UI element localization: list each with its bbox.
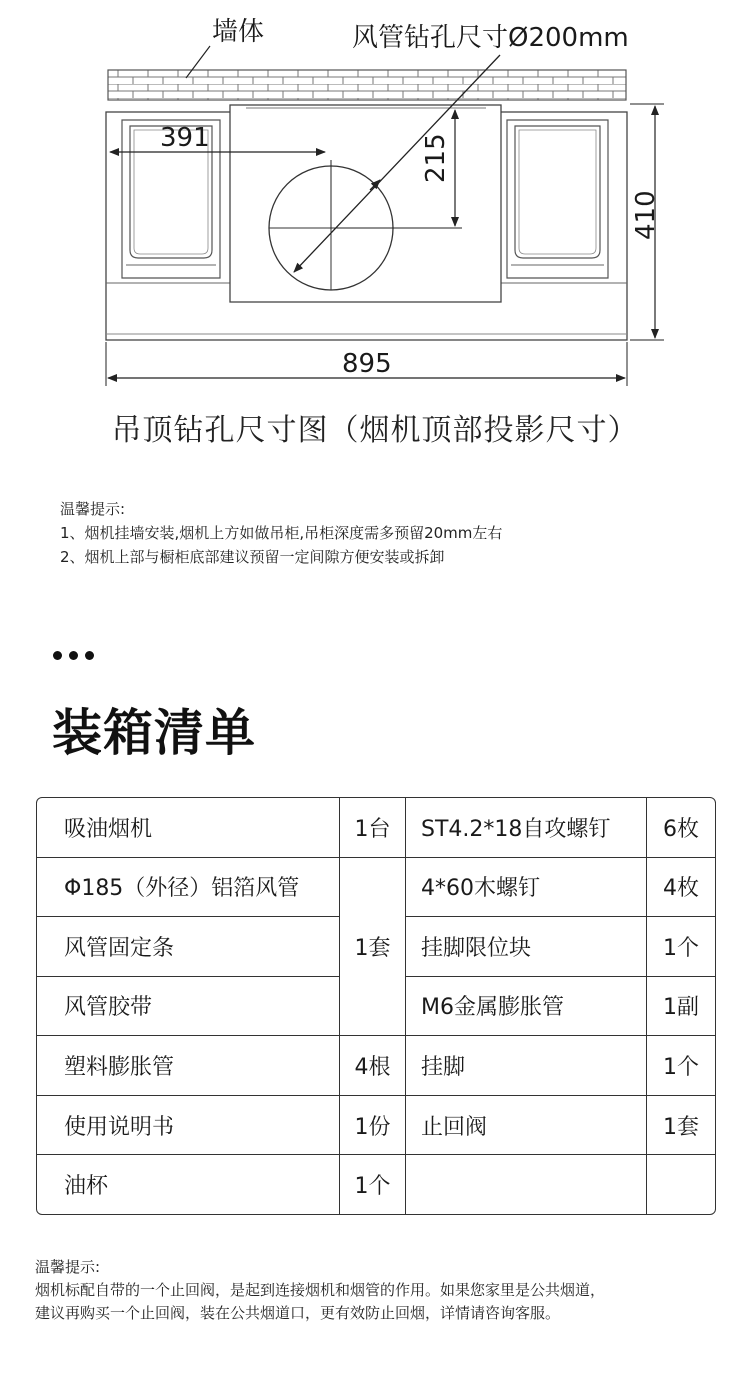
- item-qty: 4根: [340, 1036, 406, 1096]
- dimension-drawing: [0, 0, 750, 470]
- section-dots: [53, 645, 101, 664]
- item-name: 风管固定条: [37, 917, 340, 977]
- dim-215: 215: [421, 133, 451, 183]
- item-name: 吸油烟机: [37, 798, 340, 858]
- item-name: 4*60木螺钉: [406, 858, 647, 918]
- diagram-caption: 吊顶钻孔尺寸图（烟机顶部投影尺寸）: [111, 413, 639, 448]
- item-name: 止回阀: [406, 1096, 647, 1156]
- item-name: 油杯: [37, 1155, 340, 1214]
- item-qty: 4枚: [647, 858, 715, 918]
- wall-label: 墙体: [212, 17, 265, 47]
- item-qty: 1个: [647, 917, 715, 977]
- tips-heading: 温馨提示:: [60, 500, 126, 518]
- item-name: 使用说明书: [37, 1096, 340, 1156]
- item-qty-empty: [647, 1155, 715, 1214]
- table-row: [37, 1155, 715, 1214]
- installation-tips: [60, 497, 502, 569]
- item-qty: 1个: [340, 1155, 406, 1214]
- item-name: 塑料膨胀管: [37, 1036, 340, 1096]
- tips-line-2: 2、烟机上部与橱柜底部建议预留一定间隙方便安装或拆卸: [60, 548, 445, 566]
- dim-410: 410: [631, 190, 661, 240]
- table-row: [37, 858, 715, 918]
- wall-brick: [108, 70, 626, 100]
- table-row: [37, 1096, 715, 1156]
- tips-heading: 温馨提示:: [35, 1258, 101, 1276]
- item-qty: 1份: [340, 1096, 406, 1156]
- item-qty: 6枚: [647, 798, 715, 858]
- packing-list-title: 装箱清单: [52, 704, 256, 762]
- tips-line-1: 1、烟机挂墙安装,烟机上方如做吊柜,吊柜深度需多预留20mm左右: [60, 524, 503, 542]
- item-qty-merged: 1套: [340, 858, 406, 1037]
- tips-line-1: 烟机标配自带的一个止回阀，是起到连接烟机和烟管的作用。如果您家里是公共烟道，: [35, 1281, 606, 1299]
- item-name: 挂脚: [406, 1036, 647, 1096]
- item-name: 风管胶带: [37, 977, 340, 1037]
- table-row: [37, 798, 715, 858]
- ceiling-drilling-diagram: [0, 0, 750, 470]
- table-row: [37, 1036, 715, 1096]
- item-qty: 1副: [647, 977, 715, 1037]
- item-name-empty: [406, 1155, 647, 1214]
- item-name: Φ185（外径）铝箔风管: [37, 858, 340, 918]
- item-name: M6金属膨胀管: [406, 977, 647, 1037]
- dim-895: 895: [342, 349, 392, 379]
- duct-hole-label: 风管钻孔尺寸Ø200mm: [352, 23, 629, 53]
- dim-391: 391: [160, 123, 210, 153]
- item-qty: 1个: [647, 1036, 715, 1096]
- item-qty: 1套: [647, 1096, 715, 1156]
- check-valve-tips: [35, 1256, 605, 1325]
- item-name: 挂脚限位块: [406, 917, 647, 977]
- packing-list-table: [36, 797, 716, 1215]
- item-name: ST4.2*18自攻螺钉: [406, 798, 647, 858]
- item-qty: 1台: [340, 798, 406, 858]
- tips-line-2: 建议再购买一个止回阀，装在公共烟道口，更有效防止回烟，详情请咨询客服。: [35, 1304, 561, 1322]
